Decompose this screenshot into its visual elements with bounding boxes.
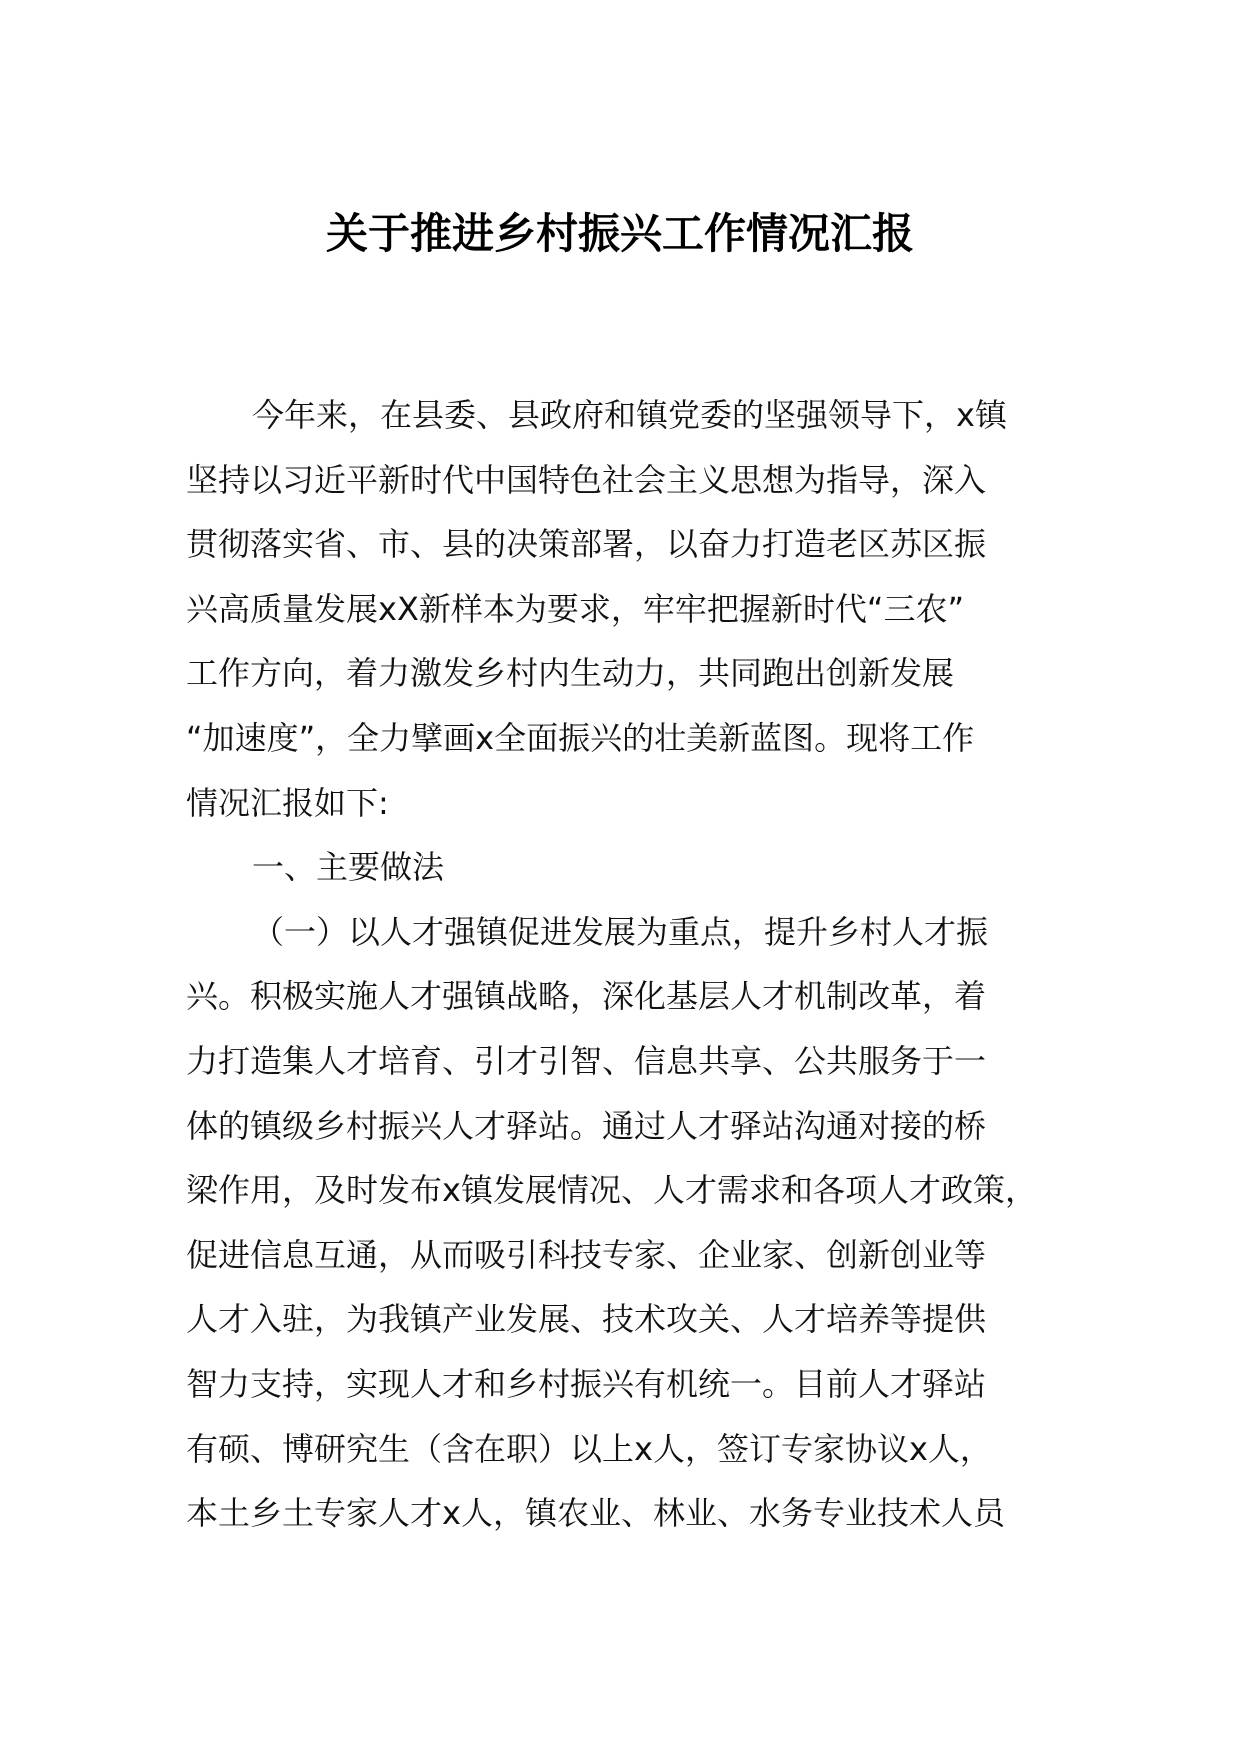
paragraph-line: 促进信息互通，从而吸引科技专家、企业家、创新创业等 [186,1235,987,1274]
paragraph-line: 坚持以习近平新时代中国特色社会主义思想为指导，深入 [186,460,987,499]
paragraph-line: 兴高质量发展xX新样本为要求，牢牢把握新时代“三农” [186,589,965,628]
paragraph-line: 贯彻落实省、市、县的决策部署，以奋力打造老区苏区振 [186,525,987,564]
document-title: 关于推进乡村振兴工作情况汇报 [325,209,914,258]
document-body [186,383,1066,1546]
paragraph-line: 情况汇报如下: [186,783,389,822]
paragraph-line: 兴。积极实施人才强镇战略，深化基层人才机制改革，着 [186,977,987,1016]
paragraph-line: 梁作用，及时发布x镇发展情况、人才需求和各项人才政策， [186,1171,1037,1210]
paragraph-line: 今年来，在县委、县政府和镇党委的坚强领导下，x镇 [252,396,1007,434]
paragraph-line: 力打造集人才培育、引才引智、信息共享、公共服务于一 [186,1041,987,1080]
paragraph-line: 人才入驻，为我镇产业发展、技术攻关、人才培养等提供 [186,1300,987,1339]
paragraph-line: “加速度”，全力擘画x全面振兴的壮美新蓝图。现将工作 [186,718,975,757]
paragraph-line: 智力支持，实现人才和乡村振兴有机统一。目前人才驿站 [186,1364,987,1403]
paragraph-line: 本土乡土专家人才x人，镇农业、林业、水务专业技术人员 [186,1494,1005,1533]
paragraph-line: （一）以人才强镇促进发展为重点，提升乡村人才振 [252,912,989,951]
paragraph-line: 体的镇级乡村振兴人才驿站。通过人才驿站沟通对接的桥 [186,1106,987,1145]
paragraph-line: 工作方向，着力激发乡村内生动力，共同跑出创新发展 [186,654,955,693]
section-heading: 一、主要做法 [252,848,445,887]
paragraph-line: 有硕、博研究生（含在职）以上x人，签订专家协议x人， [186,1429,992,1468]
